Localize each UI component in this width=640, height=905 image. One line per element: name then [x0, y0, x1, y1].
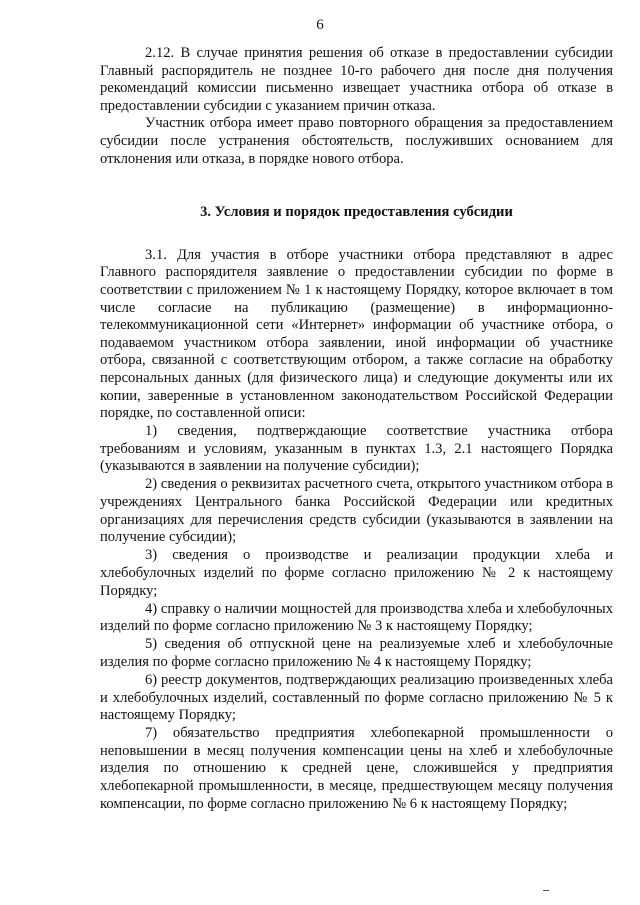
- list-item-6: 6) реестр документов, подтверждающих реализацию произведенных хлеба и хлебобулочных изделий, составленный по форме согласно приложению № 5 к настоящему Порядку;: [100, 672, 613, 724]
- section-2-tail: [100, 45, 613, 168]
- page-number: 6: [316, 17, 324, 33]
- list-item-7: 7) обязательство предприятия хлебопекарной промышленности о неповышении в месяц получения компенсации цены на хлеб и хлебобулочные изделия по отношению к средней цене, сложившейся у предприятия хлебопекарной промышленности, в месяце, предшествующем месяцу получения компенсации, по форме согласно приложению № 6 к настоящему Порядку;: [100, 725, 613, 812]
- list-item-4: 4) справку о наличии мощностей для производства хлеба и хлебобулочных изделий по форме согласно приложению № 3 к настоящему Порядку;: [100, 600, 613, 635]
- paragraph-repeat-application: Участник отбора имеет право повторного обращения за предоставлением субсидии после устранения обстоятельств, послуживших основанием для отклонения или отказа, в порядке нового отбора.: [100, 115, 613, 167]
- page-content: [100, 45, 613, 814]
- section-3-body: [100, 247, 613, 814]
- scan-mark: [543, 890, 549, 891]
- list-item-1: 1) сведения, подтверждающие соответствие участника отбора требованиям и условиям, указанным в пунктах 1.3, 2.1 настоящего Порядка (указываются в заявлении на получение субсидии);: [100, 423, 613, 475]
- list-item-3: 3) сведения о производстве и реализации продукции хлеба и хлебобулочных изделий по форме согласно приложению № 2 к настоящему Порядку;: [100, 547, 613, 599]
- list-item-5: 5) сведения об отпускной цене на реализуемые хлеб и хлебобулочные изделия по форме согласно приложению № 4 к настоящему Порядку;: [100, 636, 613, 670]
- section-3-heading: 3. Условия и порядок предоставления субсидии: [200, 204, 513, 221]
- paragraph-2-12: 2.12. В случае принятия решения об отказе в предоставлении субсидии Главный распорядитель не позднее 10-го рабочего дня после дня получения рекомендаций комиссии письменно извещает участника отбора об отказе в предоставлении субсидии с указанием причин отказа.: [100, 45, 613, 114]
- list-item-2: 2) сведения о реквизитах расчетного счета, открытого участником отбора в учреждениях Центрального банка Российской Федерации или кредитных организациях для перечисления средств субсидии (указываются в заявлении на получение субсидии);: [100, 476, 613, 546]
- paragraph-3-1: 3.1. Для участия в отборе участники отбора представляют в адрес Главного распорядителя заявление о предоставлении субсидии по форме в соответствии с приложением № 1 к настоящему Порядку, которое включает в том числе согласие на публикацию (размещение) в информационно-телекоммуникационной сети «Интернет» информации об участнике отбора, о подаваемом участником отбора заявлении, иной информации об участнике отбора, связанной с соответствующим отбором, а также согласие на обработку персональных данных (для физического лица) и следующие документы или их копии, заверенные в установленном законодательством Российской Федерации порядке, по составленной описи:: [100, 246, 613, 422]
